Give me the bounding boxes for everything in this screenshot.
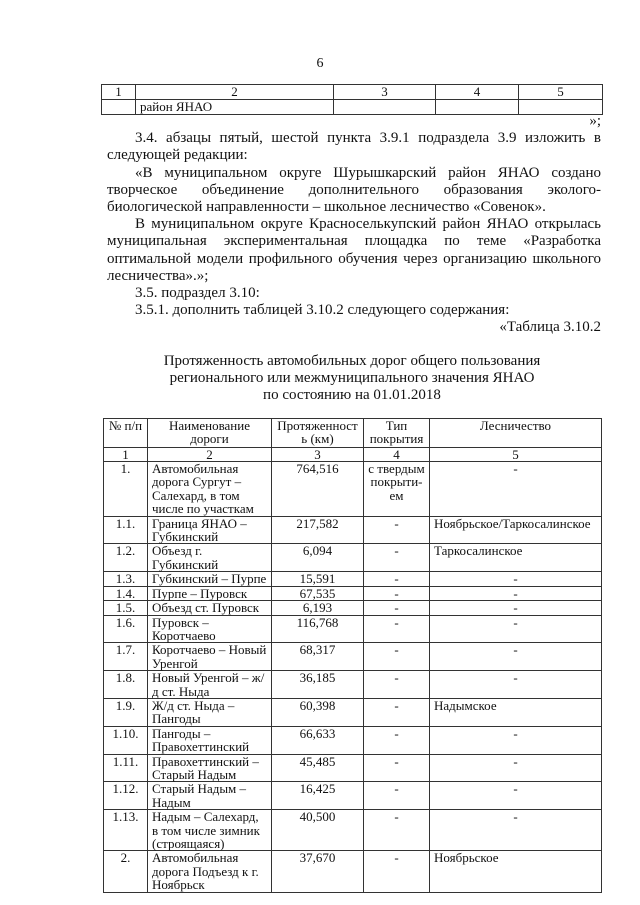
forestry: Надымское bbox=[430, 698, 602, 726]
body-text bbox=[107, 113, 601, 337]
row-number: 1.5. bbox=[104, 601, 148, 615]
road-name: Ж/д ст. Ныда – Пангоды bbox=[148, 698, 272, 726]
row-number: 1.4. bbox=[104, 586, 148, 600]
forestry: - bbox=[430, 572, 602, 586]
row-number: 1.1. bbox=[104, 516, 148, 544]
length-km: 16,425 bbox=[272, 782, 364, 810]
forestry: Таркосалинское bbox=[430, 544, 602, 572]
length-km: 15,591 bbox=[272, 572, 364, 586]
table-row bbox=[104, 782, 602, 810]
row-number: 2. bbox=[104, 851, 148, 892]
page-number: 6 bbox=[316, 56, 324, 71]
table-cell: 3 bbox=[334, 85, 436, 100]
column-numbers-row bbox=[104, 447, 602, 461]
road-name: Коротчаево – Новый Уренгой bbox=[148, 643, 272, 671]
surface-type: с твердым покрыти-ем bbox=[364, 462, 430, 517]
table-cell: 2 bbox=[136, 85, 334, 100]
table-row bbox=[104, 544, 602, 572]
row-number: 1.2. bbox=[104, 544, 148, 572]
road-name: Автомобильная дорога Подъезд к г. Ноябрьск bbox=[148, 851, 272, 892]
header-road-name: Наименование дороги bbox=[148, 418, 272, 447]
table-row bbox=[104, 572, 602, 586]
title-line: Протяженность автомобильных дорог общего пользования bbox=[163, 352, 541, 369]
row-number: 1.6. bbox=[104, 615, 148, 643]
forestry: - bbox=[430, 726, 602, 754]
length-km: 40,500 bbox=[272, 810, 364, 851]
length-km: 66,633 bbox=[272, 726, 364, 754]
table-row bbox=[104, 810, 602, 851]
table-cell: 5 bbox=[430, 447, 602, 461]
road-name: Пурпе – Пуровск bbox=[148, 586, 272, 600]
surface-type: - bbox=[364, 572, 430, 586]
length-km: 45,485 bbox=[272, 754, 364, 782]
page-content bbox=[103, 113, 601, 893]
surface-type: - bbox=[364, 851, 430, 892]
surface-type: - bbox=[364, 544, 430, 572]
table-cell: 1 bbox=[102, 85, 136, 100]
row-number: 1.11. bbox=[104, 754, 148, 782]
length-km: 68,317 bbox=[272, 643, 364, 671]
table-row bbox=[104, 601, 602, 615]
table-row bbox=[104, 586, 602, 600]
row-number: 1.7. bbox=[104, 643, 148, 671]
table-label: «Таблица 3.10.2 bbox=[499, 319, 601, 336]
surface-type: - bbox=[364, 601, 430, 615]
table-row bbox=[104, 643, 602, 671]
road-name: Автомобильная дорога Сургут – Салехард, в том числе по участкам bbox=[148, 462, 272, 517]
road-name: Объезд г. Губкинский bbox=[148, 544, 272, 572]
forestry: - bbox=[430, 643, 602, 671]
table-header-row bbox=[104, 418, 602, 447]
road-name: Надым – Салехард, в том числе зимник (строящаяся) bbox=[148, 810, 272, 851]
surface-type: - bbox=[364, 782, 430, 810]
table-row bbox=[104, 754, 602, 782]
forestry: - bbox=[430, 671, 602, 699]
forestry: Ноябрьское/Таркосалинское bbox=[430, 516, 602, 544]
row-number: 1. bbox=[104, 462, 148, 517]
forestry: - bbox=[430, 601, 602, 615]
surface-type: - bbox=[364, 698, 430, 726]
road-name: Пуровск – Коротчаево bbox=[148, 615, 272, 643]
paragraph: В муниципальном округе Красноселькупский район ЯНАО открылась муниципальная экспериментальная площадка по теме «Разработка оптимальной модели профильного обучения через организацию школьного лесничества».»; bbox=[107, 216, 601, 284]
length-km: 764,516 bbox=[272, 462, 364, 517]
surface-type: - bbox=[364, 586, 430, 600]
road-name: Губкинский – Пурпе bbox=[148, 572, 272, 586]
table-row bbox=[104, 726, 602, 754]
row-number: 1.9. bbox=[104, 698, 148, 726]
forestry: - bbox=[430, 782, 602, 810]
row-number: 1.13. bbox=[104, 810, 148, 851]
surface-type: - bbox=[364, 754, 430, 782]
road-name: Граница ЯНАО – Губкинский bbox=[148, 516, 272, 544]
table-cell: 5 bbox=[519, 85, 603, 100]
header-number: № п/п bbox=[104, 418, 148, 447]
table-cell: 4 bbox=[436, 85, 519, 100]
forestry: Ноябрьское bbox=[430, 851, 602, 892]
paragraph: 3.5. подраздел 3.10: bbox=[135, 285, 260, 302]
length-km: 36,185 bbox=[272, 671, 364, 699]
title-line: регионального или межмуниципального значения ЯНАО bbox=[169, 369, 535, 386]
table-row bbox=[104, 671, 602, 699]
row-number: 1.10. bbox=[104, 726, 148, 754]
length-km: 6,094 bbox=[272, 544, 364, 572]
table-row bbox=[104, 516, 602, 544]
row-number: 1.3. bbox=[104, 572, 148, 586]
forestry: - bbox=[430, 586, 602, 600]
surface-type: - bbox=[364, 516, 430, 544]
table-cell: 1 bbox=[104, 447, 148, 461]
length-km: 116,768 bbox=[272, 615, 364, 643]
roads-table bbox=[103, 418, 602, 893]
surface-type: - bbox=[364, 643, 430, 671]
closing-quote: »; bbox=[589, 113, 601, 129]
header-forestry: Лесничество bbox=[430, 418, 602, 447]
header-length: Протяженность (км) bbox=[272, 418, 364, 447]
header-surface-type: Тип покрытия bbox=[364, 418, 430, 447]
table-body bbox=[104, 462, 602, 893]
road-name: Пангоды – Правохеттинский bbox=[148, 726, 272, 754]
table-row bbox=[104, 615, 602, 643]
forestry: - bbox=[430, 754, 602, 782]
table-row bbox=[104, 851, 602, 892]
road-name: Правохеттинский – Старый Надым bbox=[148, 754, 272, 782]
table-cell: 4 bbox=[364, 447, 430, 461]
surface-type: - bbox=[364, 671, 430, 699]
paragraph: «В муниципальном округе Шурышкарский район ЯНАО создано творческое объединение дополнительного образования эколого-биологической направленности – школьное лесничество «Совенок». bbox=[107, 164, 601, 216]
table-cell: 3 bbox=[272, 447, 364, 461]
road-name: Старый Надым – Надым bbox=[148, 782, 272, 810]
surface-type: - bbox=[364, 810, 430, 851]
length-km: 6,193 bbox=[272, 601, 364, 615]
previous-table-continuation bbox=[101, 84, 603, 115]
table-header-row bbox=[102, 85, 603, 100]
length-km: 217,582 bbox=[272, 516, 364, 544]
length-km: 67,535 bbox=[272, 586, 364, 600]
surface-type: - bbox=[364, 726, 430, 754]
surface-type: - bbox=[364, 615, 430, 643]
row-number: 1.12. bbox=[104, 782, 148, 810]
table-title bbox=[103, 353, 601, 404]
forestry: - bbox=[430, 810, 602, 851]
forestry: - bbox=[430, 615, 602, 643]
forestry: - bbox=[430, 462, 602, 517]
length-km: 37,670 bbox=[272, 851, 364, 892]
length-km: 60,398 bbox=[272, 698, 364, 726]
title-line: по состоянию на 01.01.2018 bbox=[263, 386, 441, 403]
table-cell: район ЯНАО bbox=[136, 100, 334, 115]
table-cell: 2 bbox=[148, 447, 272, 461]
road-name: Объезд ст. Пуровск bbox=[148, 601, 272, 615]
row-number: 1.8. bbox=[104, 671, 148, 699]
paragraph: 3.5.1. дополнить таблицей 3.10.2 следующего содержания: bbox=[135, 302, 510, 319]
road-name: Новый Уренгой – ж/д ст. Ныда bbox=[148, 671, 272, 699]
paragraph: 3.4. абзацы пятый, шестой пункта 3.9.1 подраздела 3.9 изложить в следующей редакции: bbox=[107, 130, 601, 164]
table-row bbox=[104, 698, 602, 726]
table-row bbox=[104, 462, 602, 517]
